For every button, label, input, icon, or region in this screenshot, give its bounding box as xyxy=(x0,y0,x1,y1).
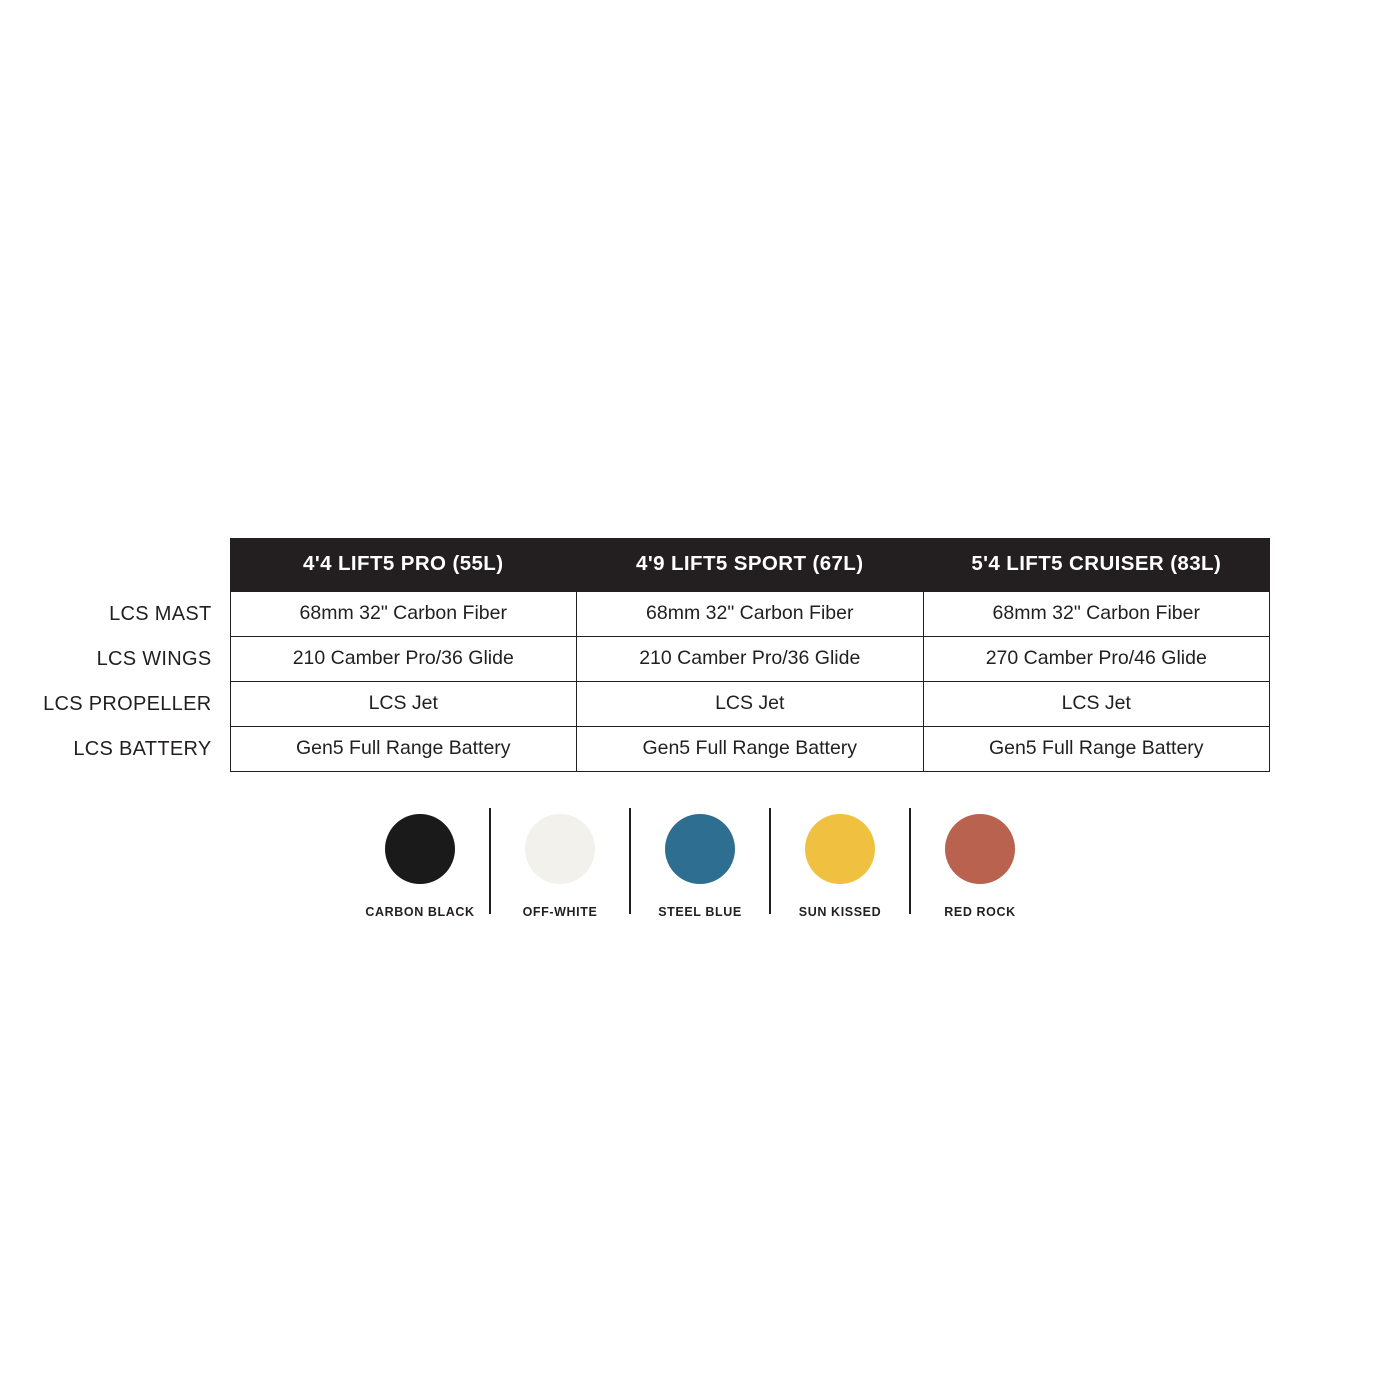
spec-table-container xyxy=(0,538,1400,772)
cell-battery-sport: Gen5 Full Range Battery xyxy=(577,727,924,772)
color-swatch-icon[interactable] xyxy=(525,814,595,884)
colorway-option-steel-blue[interactable] xyxy=(631,800,769,919)
colorway-swatch-row xyxy=(0,800,1400,919)
colorway-label: OFF-WHITE xyxy=(522,905,598,919)
row-label-lcs-battery: LCS BATTERY xyxy=(73,737,212,760)
colorway-option-sun-kissed[interactable] xyxy=(771,800,909,919)
spec-table-corner-cell xyxy=(30,538,230,592)
cell-battery-pro: Gen5 Full Range Battery xyxy=(230,727,577,772)
column-header-sport: 4'9 LIFT5 SPORT (67L) xyxy=(577,538,924,592)
spec-table xyxy=(30,538,1270,772)
colorway-label: CARBON BLACK xyxy=(365,905,475,919)
colorway-option-carbon-black[interactable] xyxy=(351,800,489,919)
column-header-cruiser: 5'4 LIFT5 CRUISER (83L) xyxy=(923,538,1270,592)
colorway-label: SUN KISSED xyxy=(798,905,882,919)
row-label-lcs-mast: LCS MAST xyxy=(109,602,212,625)
color-swatch-icon[interactable] xyxy=(945,814,1015,884)
colorway-option-red-rock[interactable] xyxy=(911,800,1049,919)
colorway-label: STEEL BLUE xyxy=(658,905,742,919)
cell-propeller-cruiser: LCS Jet xyxy=(923,682,1270,727)
cell-mast-pro: 68mm 32" Carbon Fiber xyxy=(230,592,577,637)
color-swatch-icon[interactable] xyxy=(385,814,455,884)
spec-table-header-row xyxy=(30,538,1270,592)
table-row xyxy=(30,592,1270,637)
table-row xyxy=(30,727,1270,772)
table-row xyxy=(30,682,1270,727)
cell-propeller-pro: LCS Jet xyxy=(230,682,577,727)
cell-mast-cruiser: 68mm 32" Carbon Fiber xyxy=(923,592,1270,637)
table-row xyxy=(30,637,1270,682)
cell-battery-cruiser: Gen5 Full Range Battery xyxy=(923,727,1270,772)
row-label-lcs-propeller: LCS PROPELLER xyxy=(43,692,212,715)
cell-wings-cruiser: 270 Camber Pro/46 Glide xyxy=(923,637,1270,682)
colorway-option-off-white[interactable] xyxy=(491,800,629,919)
cell-propeller-sport: LCS Jet xyxy=(577,682,924,727)
cell-mast-sport: 68mm 32" Carbon Fiber xyxy=(577,592,924,637)
cell-wings-sport: 210 Camber Pro/36 Glide xyxy=(577,637,924,682)
row-label-lcs-wings: LCS WINGS xyxy=(96,647,212,670)
color-swatch-icon[interactable] xyxy=(665,814,735,884)
color-swatch-icon[interactable] xyxy=(805,814,875,884)
colorway-label: RED ROCK xyxy=(944,905,1016,919)
cell-wings-pro: 210 Camber Pro/36 Glide xyxy=(230,637,577,682)
column-header-pro: 4'4 LIFT5 PRO (55L) xyxy=(230,538,577,592)
